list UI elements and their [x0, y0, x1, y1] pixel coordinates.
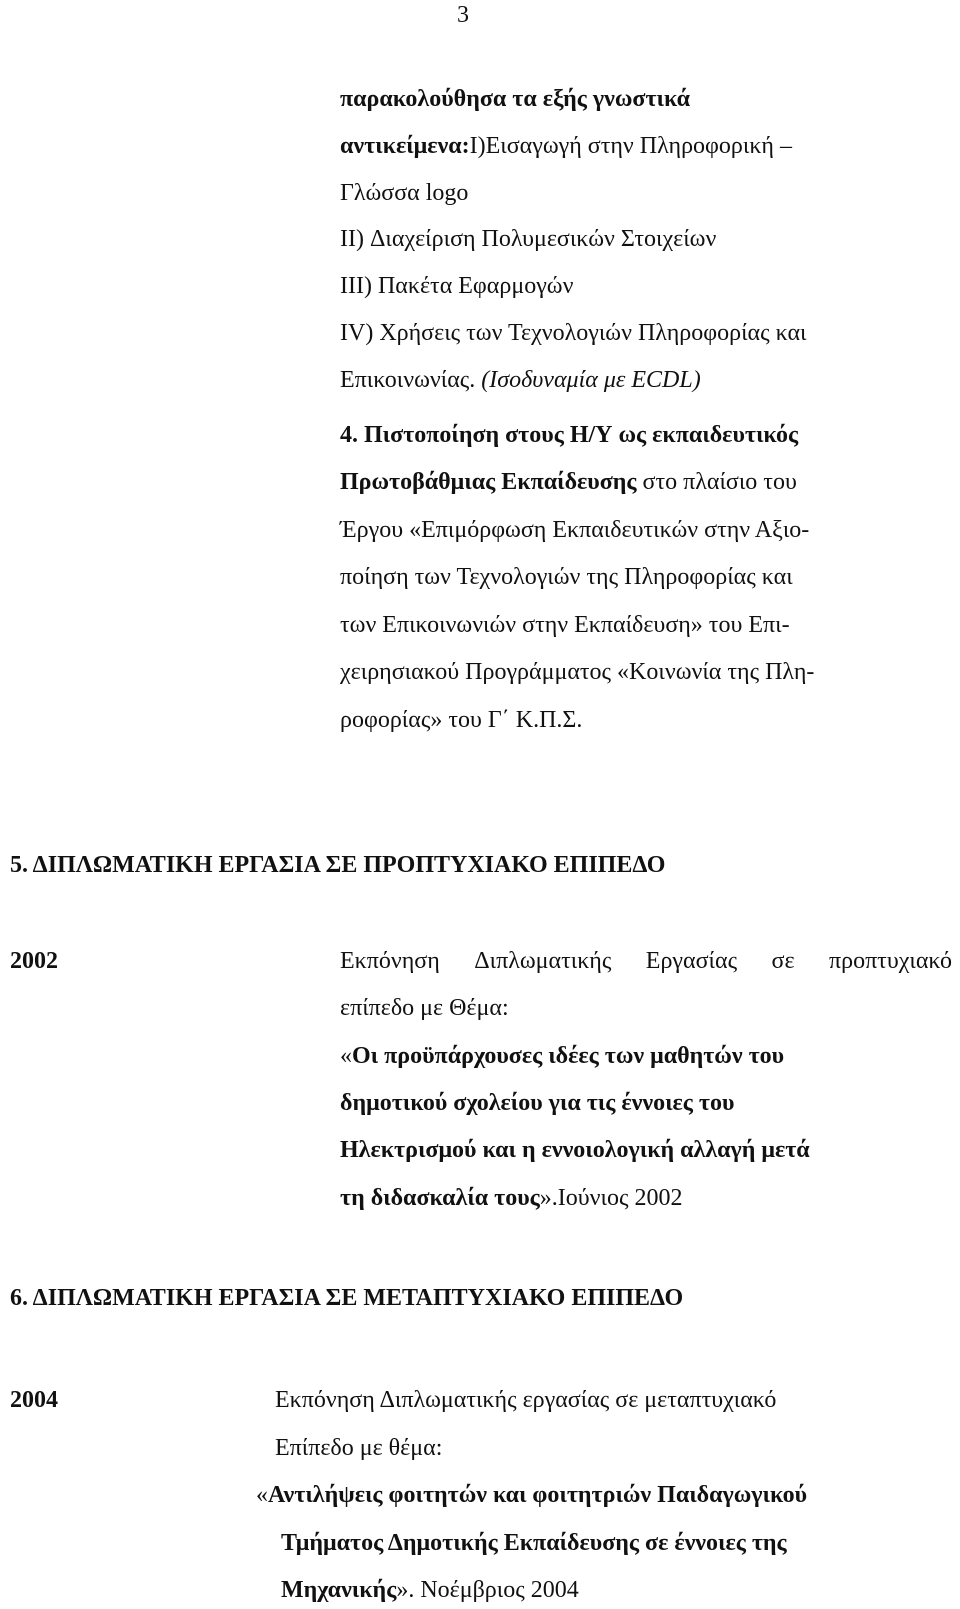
- s4-line-7: ροφορίας» του Γ΄ Κ.Π.Σ.: [340, 707, 583, 733]
- s6-heading-text: 6. ΔΙΠΛΩΜΑΤΙΚΗ ΕΡΓΑΣΙΑ ΣΕ ΜΕΤΑΠΤΥΧΙΑΚΟ ΕΠΙΠΕΔΟ: [10, 1285, 684, 1311]
- s5-word-1: Εκπόνηση: [340, 948, 440, 974]
- s3-line-2: [340, 131, 792, 161]
- s5-word-5: προπτυχιακό: [828, 948, 952, 974]
- s3-line-7: [340, 365, 701, 395]
- s4-bold-1: 4. Πιστοποίηση στους Η/Υ ως εκπαιδευτικός: [340, 422, 799, 448]
- s4-rest-2: στο πλαίσιο του: [636, 469, 797, 495]
- s6-title-3-text: Μηχανικής: [281, 1577, 397, 1603]
- s6-line-1: Εκπόνηση Διπλωματικής εργασίας σε μεταπτυχιακό: [275, 1387, 777, 1413]
- s3-line-1: [340, 84, 690, 114]
- s4-line-5: των Επικοινωνιών στην Εκπαίδευση» του Επι-: [340, 612, 790, 638]
- s5-title-2-text: δημοτικού σχολείου για τις έννοιες του: [340, 1090, 735, 1116]
- s5-heading-text: 5. ΔΙΠΛΩΜΑΤΙΚΗ ΕΡΓΑΣΙΑ ΣΕ ΠΡΟΠΤΥΧΙΑΚΟ ΕΠΙΠΕΔΟ: [10, 852, 666, 878]
- s3-line-7-italic: (Ισοδυναμία με ECDL): [481, 367, 701, 393]
- s5-title-2: [340, 1088, 734, 1118]
- s5-title-1-text: Οι προϋπάρχουσες ιδέες των μαθητών του: [352, 1043, 785, 1069]
- s3-line-4: II) Διαχείριση Πολυμεσικών Στοιχείων: [340, 226, 717, 252]
- s5-title-open: «: [340, 1043, 352, 1069]
- s4-line-6: χειρησιακού Προγράμματος «Κοινωνία της Πλη-: [340, 659, 815, 685]
- s3-rest-2: I)Εισαγωγή στην Πληροφορική –: [469, 133, 792, 159]
- s6-title-2-text: Τμήματος Δημοτικής Εκπαίδευσης σε έννοιες της: [281, 1530, 787, 1556]
- s4-line-4: ποίηση των Τεχνολογιών της Πληροφορίας και: [340, 564, 793, 590]
- s3-bold-1: παρακολούθησα τα εξής γνωστικά: [340, 86, 690, 112]
- s4-line-2: [340, 467, 797, 497]
- s3-line-3: Γλώσσα logo: [340, 180, 469, 206]
- s5-title-4-text: τη διδασκαλία τους: [340, 1185, 540, 1211]
- s6-title-1-text: Αντιλήψεις φοιτητών και φοιτητριών Παιδαγωγικού: [268, 1482, 808, 1508]
- s3-bold-2: αντικείμενα:: [340, 133, 470, 159]
- s4-line-3: Έργου «Επιμόρφωση Εκπαιδευτικών στην Αξιο-: [340, 517, 810, 543]
- s5-word-2: Διπλωματικής: [474, 948, 612, 974]
- s4-bold-2: Πρωτοβάθμιας Εκπαίδευσης: [340, 469, 637, 495]
- s5-line-2: επίπεδο με Θέμα:: [340, 995, 509, 1021]
- s5-year-text: 2002: [10, 948, 58, 974]
- s6-title-3: [281, 1575, 579, 1605]
- s6-heading: [10, 1283, 683, 1313]
- s5-title-3-text: Ηλεκτρισμού και η εννοιολογική αλλαγή μετά: [340, 1137, 810, 1163]
- s6-year-text: 2004: [10, 1387, 58, 1413]
- s3-line-5: III) Πακέτα Εφαρμογών: [340, 273, 574, 299]
- s6-title-2: [281, 1528, 787, 1558]
- s5-title-1: [340, 1041, 784, 1071]
- s6-title-close: ». Νοέμβριος 2004: [396, 1577, 579, 1603]
- s5-word-4: σε: [771, 948, 795, 974]
- s3-line-6: IV) Χρήσεις των Τεχνολογιών Πληροφορίας και: [340, 320, 807, 346]
- s6-title-open: «: [256, 1482, 268, 1508]
- s6-title-1: [256, 1480, 807, 1510]
- s5-title-3: [340, 1135, 810, 1165]
- s5-title-close: ».Ιούνιος 2002: [539, 1185, 683, 1211]
- s5-title-4: [340, 1183, 682, 1213]
- page-number: 3: [457, 2, 469, 28]
- s5-heading: [10, 850, 665, 880]
- s6-line-2: Επίπεδο με θέμα:: [275, 1435, 443, 1461]
- s4-line-1: [340, 420, 798, 450]
- s5-word-3: Εργασίας: [645, 948, 738, 974]
- s5-line-1: [340, 946, 952, 976]
- s6-year: [10, 1385, 58, 1415]
- s3-line-7-plain: Επικοινωνίας.: [340, 367, 476, 393]
- s5-year: [10, 946, 58, 976]
